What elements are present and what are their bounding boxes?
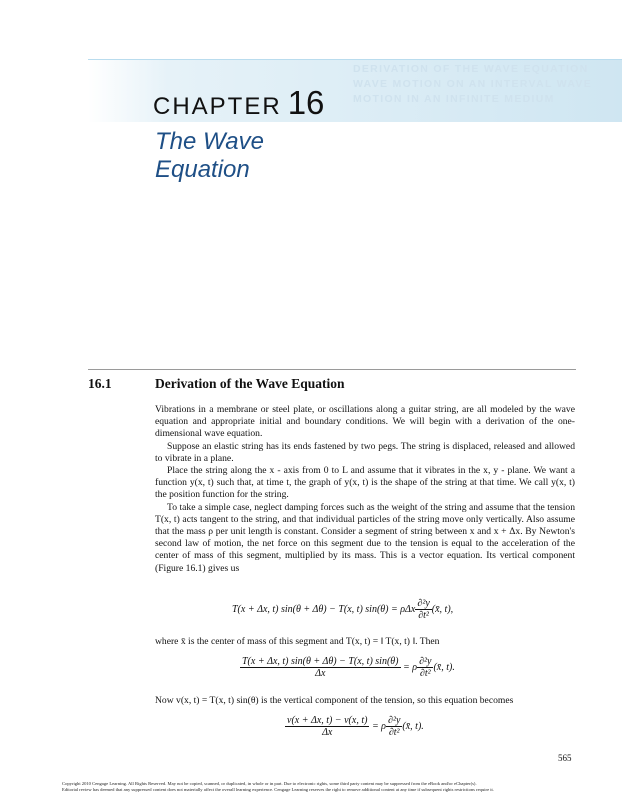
equation-tail: (x̄, t), (431, 603, 454, 615)
copyright-line: Editorial review has deemed that any suppressed content does not materially affect the overall learning experience. Cengage Learning reserves the right to remove additional content at any time if subsequent rights restrictions require it. (62, 787, 494, 792)
paragraph: Vibrations in a membrane or steel plate, or oscillations along a guitar string, are all modeled by the wave equation and appropriate initial and boundary conditions. We will begin with a derivation of the one-dimensional wave equation. (155, 404, 575, 440)
page-number: 565 (558, 753, 572, 763)
equation-1 (232, 598, 453, 621)
section-rule (88, 369, 576, 370)
fraction-denominator: Δx (322, 727, 333, 738)
section-title: Derivation of the Wave Equation (155, 376, 345, 391)
fraction-numerator: T(x + Δx, t) sin(θ + Δθ) − T(x, t) sin(θ) (242, 656, 399, 667)
fraction-denominator: ∂t² (419, 668, 431, 679)
fraction-numerator: v(x + Δx, t) − v(x, t) (287, 715, 368, 726)
equation-mid: = ρ (371, 720, 386, 732)
fraction-denominator: ∂t² (418, 610, 429, 621)
equation-tail: (x̄, t). (402, 720, 424, 732)
equation-3 (285, 715, 424, 738)
equation-mid: = ρ (403, 661, 418, 673)
equation-fraction (240, 656, 401, 679)
chapter-number: 16 (287, 84, 325, 121)
section-number: 16.1 (88, 376, 112, 391)
equation-fraction (285, 715, 369, 738)
fraction-numerator: ∂²y (388, 715, 401, 726)
paragraph: Suppose an elastic string has its ends fastened by two pegs. The string is displaced, released and allowed to vibrate in a plane. (155, 440, 575, 464)
chapter-contents (353, 62, 592, 107)
equation-text: where x̄ is the center of mass of this segment and T(x, t) = ‖ T(x, t) ‖. Then (155, 636, 440, 647)
fraction-numerator: ∂²y (419, 656, 432, 667)
equation-fraction (415, 598, 431, 621)
chapter-word: CHAPTER (153, 93, 282, 120)
chapter-label (153, 84, 324, 122)
equation-text: Now v(x, t) = T(x, t) sin(θ) is the vertical component of the tension, so this equation becomes (155, 695, 514, 706)
chapter-title (155, 128, 264, 184)
fraction-denominator: ∂t² (388, 727, 400, 738)
fraction-denominator: Δx (315, 668, 326, 679)
contents-line: MOTION IN AN INFINITE MEDIUM (353, 93, 555, 105)
copyright-notice (62, 781, 494, 793)
chapter-title-line: The Wave (155, 128, 264, 155)
paragraph: Place the string along the x - axis from 0 to L and assume that it vibrates in the x, y - plane. We want a function y(x, t) such that, at time t, the graph of y(x, t) is the shape of the string at that time. We call y(x, t) the position function for the string. (155, 465, 575, 501)
copyright-line: Copyright 2010 Cengage Learning. All Rights Reserved. May not be copied, scanned, or duplicated, in whole or in part. Due to electronic rights, some third party content may be suppressed from the eBook and/or eChapter(s). (62, 781, 477, 786)
equation-lhs: T(x + Δx, t) sin(θ + Δθ) − T(x, t) sin(θ) = ρΔx (232, 603, 416, 615)
contents-line: DERIVATION OF THE WAVE EQUATION (353, 63, 589, 75)
body-text (155, 404, 575, 575)
equation-fraction (417, 656, 433, 679)
paragraph: To take a simple case, neglect damping forces such as the weight of the string and assume that the tension T(x, t) acts tangent to the string, and that individual particles of the string move only vertically. Also assume that the mass ρ per unit length is constant. Consider a segment of string between x and x + Δx. By Newton's second law of motion, the net force on this segment due to the tension is equal to the acceleration of the center of mass of this segment, multiplied by its mass. This is a vector equation. Its vertical component (Figure 16.1) gives us (155, 501, 575, 574)
equation-tail: (x̄, t). (433, 661, 455, 673)
equation-fraction (386, 715, 402, 738)
contents-line: WAVE MOTION ON AN INTERVAL WAVE (353, 78, 593, 90)
chapter-title-line: Equation (155, 156, 250, 183)
fraction-numerator: ∂²y (417, 598, 430, 609)
equation-2 (240, 656, 455, 679)
